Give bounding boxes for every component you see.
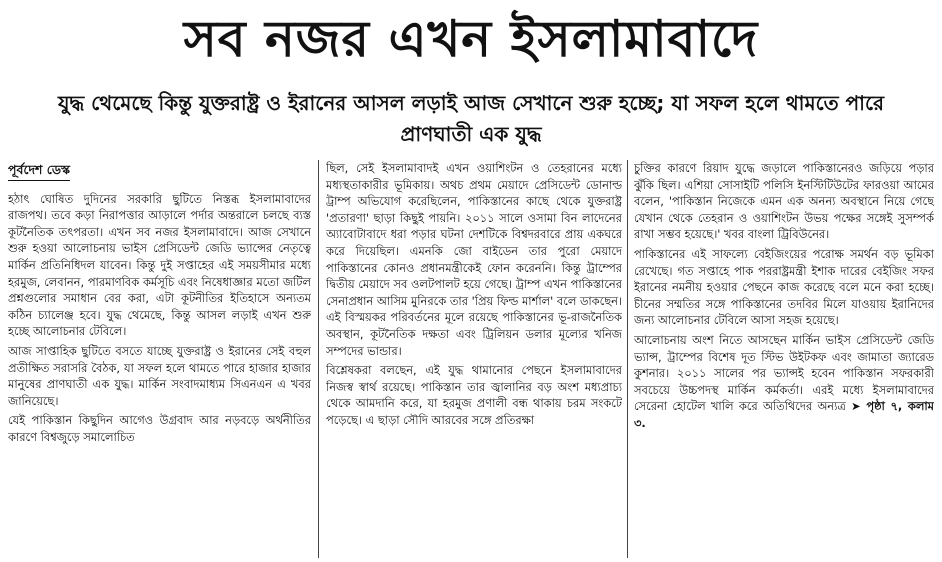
paragraph: হঠাৎ ঘোষিত দুদিনের সরকারি ছুটিতে নিস্তব্ধ ইসলামাবাদের রাজপথ। তবে কড়া নিরাপত্তার আড়ালে পর্দার অন্তরালে চলছে ব্যস্ত কূটনৈতিক তৎপরতা। এখন সব নজর ইসলামাবাদে। আজ সেখানে শুরু হওয়া আলোচনায় ভাইস প্রেসিডেন্ট জেডি ভ্যান্সের নেতৃত্বে মার্কিন প্রতিনিধিদল যাবেন। কিন্তু দুই সপ্তাহের এই সময়সীমার মধ্যে হরমুজ, লেবানন, পারমাণবিক কর্মসূচি এবং নিষেধাজ্ঞার মতো জটিল প্রশ্নগুলোর সমাধান বের করা, এটা কূটনীতির ইতিহাসে অন্যতম কঠিন চ্যালেঞ্জ হবে। যুদ্ধ থেমেছে, কিন্তু আসল লড়াই এখন শুরু হচ্ছে আলোচনার টেবিলে। bbox=[8, 191, 311, 339]
article-column-3 bbox=[634, 160, 934, 558]
paragraph-text: আলোচনায় অংশ নিতে আসছেন মার্কিন ভাইস প্রেসিডেন্ট জেডি ভ্যান্স, ট্রাম্পের বিশেষ দূত স্টিভ উইটকফ এবং জামাতা জ্যারেড কুশনার। ২০১১ সালের পর ভ্যান্সই হবেন পাকিস্তান সফরকারী সবচেয়ে উচ্চপদস্থ মার্কিন কর্মকর্তা। এরই মধ্যে ইসলামাবাদের সেরেনা হোটেল খালি করে অতিথিদের অন্যত্র bbox=[634, 332, 934, 414]
column-divider bbox=[627, 160, 628, 558]
article-column-2 bbox=[326, 160, 622, 558]
paragraph bbox=[634, 332, 934, 432]
paragraph: ছিল, সেই ইসলামাবাদই এখন ওয়াশিংটন ও তেহরানের মধ্যে মধ্যস্থতাকারীর ভূমিকায়। অথচ প্রথম মেয়াদে প্রেসিডেন্ট ডোনাল্ড ট্রাম্প অভিযোগ করেছিলেন, পাকিস্তানের কাছে থেকে যুক্তরাষ্ট্র 'প্রতারণা' ছাড়া কিছুই পায়নি। ২০১১ সালে ওসামা বিন লাদেনের অ্যাবোটাবাদে ধরা পড়ার ঘটনা দেশটিকে বিশ্বদরবারে প্রায় একঘরে করে দিয়েছিল। এমনকি জো বাইডেন তার পুরো মেয়াদে পাকিস্তানের কোনও প্রধানমন্ত্রীকেই ফোন করেননি। কিন্তু ট্রাম্পের দ্বিতীয় মেয়াদে সব ওলটপালট হয়ে গেছে। ট্রাম্প এখন পাকিস্তানের সেনাপ্রধান আসিম মুনিরকে তার 'প্রিয় ফিল্ড মার্শাল' বলে ডাকছেন। এই বিস্ময়কর পরিবর্তনের মূলে রয়েছে পাকিস্তানের ভূ-রাজনৈতিক অবস্থান, কূটনৈতিক দক্ষতা এবং ট্রিলিয়ন ডলার মূল্যের খনিজ সম্পদের ভান্ডার। bbox=[326, 161, 622, 358]
article-column-1 bbox=[8, 160, 311, 558]
headline: সব নজর এখন ইসলামাবাদে bbox=[183, 10, 759, 68]
column-divider bbox=[318, 160, 319, 558]
paragraph: পাকিস্তানের এই সাফল্যে বেইজিংয়ের পরোক্ষ সমর্থন বড় ভূমিকা রেখেছে। গত সপ্তাহে পাক পররাষ্ট্রমন্ত্রী ইশাক দারের বেইজিং সফর ইরানের নমনীয় হওয়ার পেছনে কাজ করেছে বলে মনে করা হচ্ছে। চীনের সম্মতির সঙ্গে পাকিস্তানের তদবির মিলে যাওয়ায় ইরানিদের জন্য আলোচনার টেবিলে আসা সহজ হয়েছে। bbox=[634, 246, 934, 328]
subheadline: যুদ্ধ থেমেছে কিন্তু যুক্তরাষ্ট্র ও ইরানের আসল লড়াই আজ সেখানে শুরু হচ্ছে; যা সফল হলে থামতে পারে প্রাণঘাতী এক যুদ্ধ bbox=[58, 91, 884, 146]
byline: পূর্বদেশ ডেস্ক bbox=[8, 162, 70, 181]
continuation-jump[interactable]: ➤ পৃষ্ঠা ৭, কলাম ৩. bbox=[634, 399, 934, 430]
paragraph: আজ সাপ্তাহিক ছুটিতে বসতে যাচ্ছে যুক্তরাষ্ট্র ও ইরানের সেই বহুল প্রতীক্ষিত সরাসরি বৈঠক, যা সফল হলে থামতে পারে হাজার হাজার মানুষের প্রাণঘাতী এক যুদ্ধ। মার্কিন সংবাদমাধ্যম সিএনএন এ খবর জানিয়েছে। bbox=[8, 343, 311, 408]
paragraph: যেই পাকিস্তান কিছুদিন আগেও উগ্রবাদ আর নড়বড়ে অর্থনীতির কারণে বিশ্বজুড়ে সমালোচিত bbox=[8, 413, 311, 444]
paragraph: চুক্তির কারণে রিয়াদ যুদ্ধে জড়ালে পাকিস্তানেরও জড়িয়ে পড়ার ঝুঁকি ছিল। এশিয়া সোসাইটি পলিসি ইনস্টিটিউটের ফারওয়া আমের বলেন, 'পাকিস্তান নিজেকে এমন এক অনন্য অবস্থানে নিয়ে গেছে যেখান থেকে তেহরান ও ওয়াশিংটন উভয় পক্ষের সঙ্গেই সুসম্পর্ক রাখা সম্ভব হয়েছে।' খবর বাংলা ট্রিবিউনের। bbox=[634, 161, 934, 242]
paragraph: বিশ্লেষকরা বলছেন, এই যুদ্ধ থামানোর পেছনে ইসলামাবাদের নিজস্ব স্বার্থ রয়েছে। পাকিস্তান তার জ্বালানির বড় অংশ মধ্যপ্রাচ্য থেকে আমদানি করে, যা হরমুজ প্রণালী বন্ধ থাকায় চরম সংকটে পড়েছে। এ ছাড়া সৌদি আরবের সঙ্গে প্রতিরক্ষা bbox=[326, 363, 622, 427]
